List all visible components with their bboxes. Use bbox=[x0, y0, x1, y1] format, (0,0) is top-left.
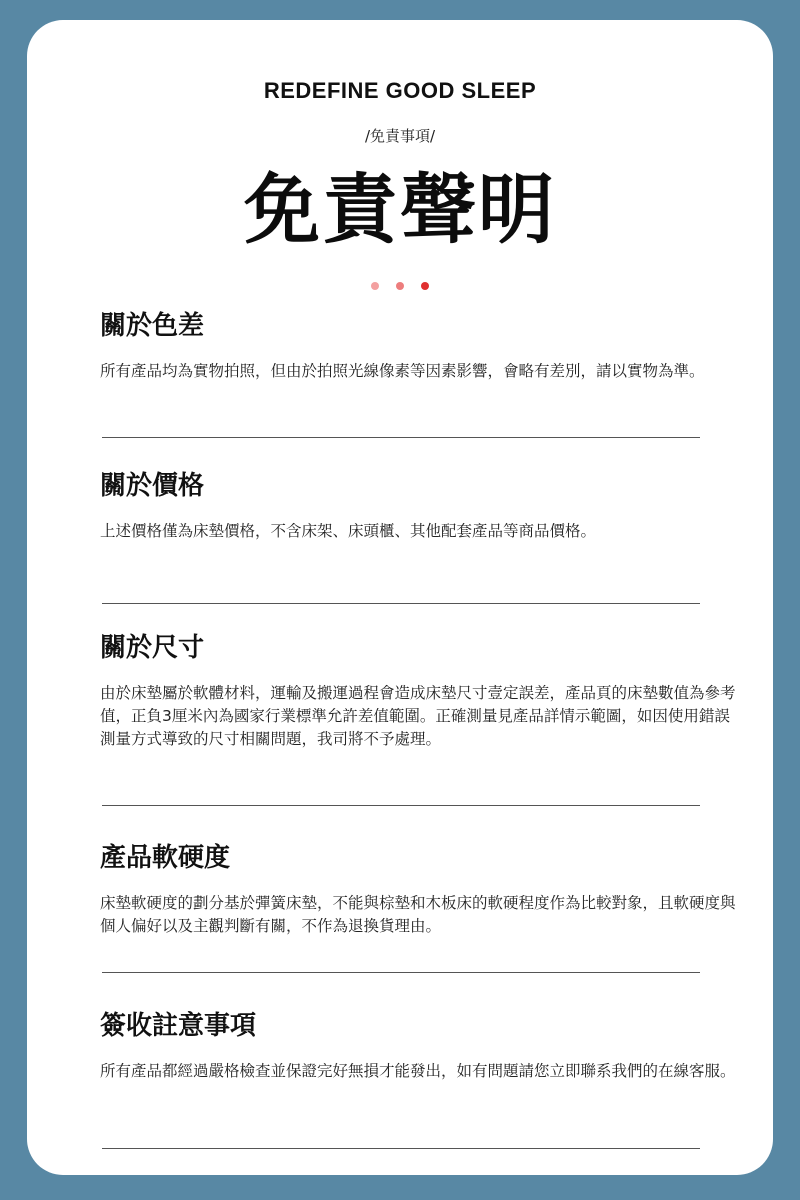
divider bbox=[102, 437, 700, 438]
dot-icon bbox=[396, 282, 404, 290]
section-delivery bbox=[100, 1010, 740, 1083]
section-tag: /免責事項/ bbox=[364, 127, 436, 145]
brand-tagline: REDEFINE GOOD SLEEP bbox=[263, 78, 537, 103]
divider bbox=[102, 972, 700, 973]
disclaimer-card bbox=[27, 20, 773, 1175]
section-body: 所有產品均為實物拍照，但由於拍照光線像素等因素影響，會略有差別，請以實物為準。 bbox=[100, 362, 705, 380]
section-heading: 關於尺寸 bbox=[100, 633, 205, 663]
divider bbox=[102, 1148, 700, 1149]
section-body: 由於床墊屬於軟體材料，運輸及搬運過程會造成床墊尺寸壹定誤差，產品頁的床墊數值為參考值，正負3厘米內為國家行業標準允許差值範圍。正確測量見產品詳情示範圖，如因使用錯誤測量方式導致的尺寸相關問題，我司將不予處理。 bbox=[100, 684, 736, 748]
section-color-difference bbox=[100, 310, 740, 383]
section-heading: 關於色差 bbox=[100, 311, 205, 341]
section-firmness bbox=[100, 842, 740, 938]
section-body: 所有產品都經過嚴格檢查並保證完好無損才能發出，如有問題請您立即聯系我們的在線客服。 bbox=[100, 1062, 736, 1080]
section-price bbox=[100, 470, 740, 543]
dot-icon bbox=[421, 282, 429, 290]
section-heading: 關於價格 bbox=[100, 471, 205, 501]
dot-icon bbox=[371, 282, 379, 290]
section-heading: 產品軟硬度 bbox=[100, 843, 231, 873]
divider bbox=[102, 603, 700, 604]
section-heading: 簽收註意事項 bbox=[100, 1011, 257, 1041]
section-body: 床墊軟硬度的劃分基於彈簧床墊，不能與棕墊和木板床的軟硬程度作為比較對象，且軟硬度與個人偏好以及主觀判斷有關，不作為退換貨理由。 bbox=[100, 894, 736, 935]
decorative-dots bbox=[27, 282, 773, 290]
divider bbox=[102, 805, 700, 806]
section-size bbox=[100, 632, 740, 751]
page-title: 免責聲明 bbox=[244, 165, 556, 254]
section-body: 上述價格僅為床墊價格，不含床架、床頭櫃、其他配套產品等商品價格。 bbox=[100, 522, 597, 540]
